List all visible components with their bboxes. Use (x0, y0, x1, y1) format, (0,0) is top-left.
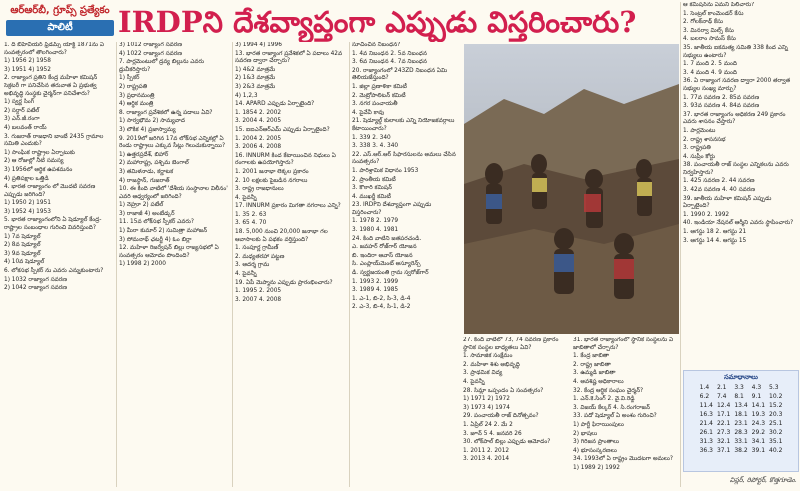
question-line: 1. ఏప్రిల్ 24 2. మే 2 (463, 421, 513, 428)
question-line: 1. ది బిహేవియర్ ఫ్రీడమ్స్ యాక్ట్ 1871ను ఏ సంవత్సరంలో తొలగించారు? (4, 42, 104, 56)
question-line: 16. INNURM కింద కేటాయించిన నిధులు ఏ రంగాలకు ఉపయోగిస్తారు? (235, 152, 336, 167)
question-line: 9. 2019లో జరిగిన 17వ లోక్‌సభ ఎన్నికల్లో ఏ రెండు రాష్ట్రాలు ఎక్కువ సీట్లు గెలుచుకున్నాయి? (119, 135, 226, 150)
question-line: డి. స్వర్ణజయంతి గ్రామ స్వరోజ్‌గార్ (352, 270, 429, 277)
question-line: 20. రాజ్యాంగంలో 243ZD నిబంధన ఏమి తెలియజేస్తుంది? (352, 67, 448, 82)
answer-cell: 28.3 (734, 429, 748, 436)
question-line: 11. 15వ లోక్‌సభ స్పీకర్ ఎవరు? (119, 219, 194, 226)
question-line: 1. సెంట్రల్ కాంమెండర్ కేసు (683, 10, 744, 17)
answer-cell: 10.2 (769, 393, 783, 400)
question-line: 3) ప్రధానమంత్రి (119, 92, 155, 99)
question-line: 3) రాజాజీ 4) అంబేడ్కర్ (119, 210, 175, 217)
question-column-2 (119, 42, 231, 487)
question-line: 1) నెహ్రూ 2) పటేల్ (119, 202, 164, 209)
question-line: 37. భారత రాజ్యాంగం అధికరణ 249 ప్రకారం ఎవరు శాసనం చేస్తారు? (683, 111, 786, 126)
answer-cell: 24.3 (751, 420, 766, 427)
column-rule (349, 42, 350, 487)
question-line: 1. 77వ సవరణ 2. 85వ సవరణ (683, 94, 760, 101)
question-line: 2. రాష్ట్ర శాసనసభ (683, 136, 726, 143)
question-line: 17. INNURM ప్రకారం మిగతా నగరాలు ఎన్ని? (235, 203, 341, 210)
question-line: 3. ఆదర్శ గ్రామ (235, 262, 270, 269)
question-line: 27. కింది వాటిలో 73, 74 సవరణ ప్రకారం స్థానిక సంస్థల బాధ్యతలు ఏవి? (463, 337, 559, 351)
question-line: 22. ఎస్.ఆర్.ఆర్ సిఫారసులను అమలు చేసిన సంవత్సరం? (352, 151, 456, 166)
question-line: 1) 1956 2) 1958 (4, 58, 51, 65)
answer-cell: 25.1 (769, 420, 783, 427)
answer-key (683, 370, 799, 472)
question-line: 3) 1951 4) 1952 (4, 66, 51, 73)
question-line: 3. 4 మంది 4. 9 మంది (683, 69, 737, 76)
question-column-6 (573, 337, 679, 487)
question-line: 1) 7వ షెడ్యూల్ (4, 233, 41, 240)
question-line: 2. ప్రాంతీయ కమిటీ (352, 176, 396, 183)
question-line: 2) 8వ షెడ్యూల్ (4, 242, 41, 249)
question-line: 4. పైవన్నీ (463, 378, 485, 385)
question-line: 1. కేంద్ర జాబితా (573, 353, 610, 360)
answer-cell: 12.4 (716, 402, 731, 409)
question-line: ఎ. జవహర్ రోజ్‌గార్ యోజన (352, 244, 417, 251)
question-line: 2. మెట్రోపాలిటన్ కమిటీ (352, 92, 406, 99)
question-column-7 (683, 2, 797, 368)
answer-cell: 30.2 (769, 429, 783, 436)
question-line: 4. పైవన్నీ (235, 271, 257, 278)
question-line: 3) 1973 4) 1974 (463, 404, 510, 411)
answer-cell: 3.3 (734, 384, 744, 391)
answer-key-title: సమాధానాలు (724, 373, 758, 381)
question-line: 30. లోక్‌పాల్ బిల్లు ఎప్పుడు ఆమోదం? (463, 439, 551, 446)
question-line: 2) ఆ రోజుల్లో నీటి సమస్య (4, 158, 64, 165)
question-line: 4. బలరాం సామస్ కేసు (683, 36, 736, 43)
question-line: 24. కింది వాటిని జతపరచండి. (352, 235, 422, 242)
question-line: 40. ఇండియా నేషనల్ ఆర్మీని ఎవరు స్థాపించారు? (683, 220, 794, 227)
answer-table (698, 383, 785, 455)
answer-cell: 16.3 (699, 411, 713, 418)
question-line: 3. ప్రాథమిక విద్య (463, 370, 503, 377)
question-line: 1) పార్టీ ఫిరాయింపులు (573, 421, 624, 428)
answer-cell: 40.2 (769, 447, 783, 454)
answer-cell: 27.3 (716, 429, 731, 436)
question-line: 3. ఆగస్టు 14 4. ఆగస్టు 15 (683, 237, 747, 244)
question-line: 1) 1950 2) 1951 (4, 200, 51, 207)
question-line: 3) గిరిజన ప్రాంతాలు (573, 439, 620, 446)
question-line: 18. 5,000 నుంచి 20,000 జనాభా గల ఆవాసాలకు ఏ పథకం వర్తిస్తుంది? (235, 229, 328, 243)
answer-cell: 36.3 (699, 447, 713, 454)
question-line: 4) 10వ షెడ్యూల్ (4, 259, 45, 266)
question-line: 7. పార్లమెంటులో ద్రవ్య బిల్లును ఎవరు ధ్రువీకరిస్తారు? (119, 59, 204, 73)
question-line: 32. కేంద్ర ఆర్థిక సంఘం చైర్మన్? (573, 387, 644, 394)
question-line: 1. 2004 2. 2005 (235, 135, 282, 142)
question-line: 3) 1952 4) 1953 (4, 208, 51, 215)
answer-cell: 11.4 (699, 402, 713, 409)
question-line: 39. జాతీయ మహిళా కమిషన్ ఎప్పుడు ఏర్పాటైంది? (683, 195, 772, 210)
question-line: 3. 1989 4. 1985 (352, 287, 399, 294)
rural-workers-photo (464, 44, 679, 334)
question-line: 3. రాష్ట్ర రాజధానులు (235, 186, 284, 193)
question-line: 3) 1994 4) 1996 (235, 42, 282, 48)
question-line: 3) లౌకిక 4) ప్రజాస్వామ్య (119, 126, 176, 133)
question-line: 1) 1032 రాజ్యాంగ సవరణ (4, 276, 67, 283)
question-line: 1. సామాజిక సంక్షేమం (463, 353, 513, 360)
question-line: 3) 1012 రాజ్యాంగ సవరణ (119, 42, 182, 48)
question-line: 1. 1990 2. 1992 (683, 211, 730, 218)
question-line: 1) 1971 2) 1972 (463, 396, 510, 403)
section-tag: పాలిటీ (6, 20, 114, 36)
answer-cell: 4.3 (751, 384, 762, 391)
question-line: 36. ఏ రాజ్యాంగ సవరణ ద్వారా 2000 తర్వాత సభ్యుల సంఖ్య మార్పు? (683, 78, 791, 92)
answer-cell: 15.2 (769, 402, 783, 409)
question-line: 3. 2006 4. 2008 (235, 144, 282, 151)
question-line: 3. గుజరాత్ రాజధాని బాంబే 2435 గ్రామాల సమితి ఎందుకు? (4, 133, 104, 148)
question-line: సూచించిన నిబంధన? (352, 42, 401, 48)
question-column-5 (463, 337, 569, 487)
question-line: 12. మహిళా రిజర్వేషన్ బిల్లు రాజ్యసభలో ఏ సంవత్సరం ఆమోదం పొందింది? (119, 245, 219, 259)
answer-cell: 1.4 (699, 384, 710, 391)
question-line: 1. ఎన్.కె.సింగ్ 2. వై.వి.రెడ్డి (573, 396, 635, 403)
answer-row (698, 428, 785, 437)
answer-cell: 22.1 (716, 420, 731, 427)
question-line: 5. భారత రాజ్యాంగంలోని ఏ షెడ్యూల్ కేంద్ర-రాష్ట్రాల సంబంధాల గురించి వివరిస్తుంది? (4, 217, 102, 232)
answer-row (698, 392, 785, 401)
answer-row (698, 419, 785, 428)
answer-cell: 7.4 (716, 393, 727, 400)
question-line: 1. 4వ నిబంధన 2. 5వ నిబంధన (352, 50, 427, 57)
column-rule (116, 42, 117, 487)
question-line: 1) స్వర్ణ సింగ్ (4, 99, 35, 106)
question-line: 1. 2001 జనాభా లెక్కల ప్రకారం (235, 168, 309, 175)
question-line: 3. ఉమ్మడి జాబితా (573, 370, 616, 377)
question-line: 10. ఈ కింది వాటిలో 'దేశీయ సంస్థానాల విలీనం' ఎవరి ఆధ్వర్యంలో జరిగింది? (119, 186, 228, 200)
question-line: 38. పంచాయతీ రాజ్ సంస్థల ఎన్నికలను ఎవరు నిర్వహిస్తారు? (683, 162, 789, 176)
question-line: 31. భారత రాజ్యాంగంలో స్థానిక సంస్థలను ఏ జాబితాలో చేర్చారు? (573, 337, 674, 351)
question-line: ఆ కమిషన్‌ను ఏమని పిలిచారు? (683, 2, 755, 8)
question-line: 1. ఆగస్టు 18 2. ఆగస్టు 21 (683, 229, 747, 236)
question-line: 1. 35 2. 63 (235, 211, 267, 218)
question-line: 3. 2004 4. 2005 (235, 118, 282, 125)
column-rule (680, 2, 681, 487)
column-rule (232, 42, 233, 487)
question-line: 3) 9వ షెడ్యూల్ (4, 250, 41, 257)
question-line: 4. సుప్రీం కోర్టు (683, 153, 716, 160)
question-line: 34. 1993లో ఏ రాష్ట్రం మొదటగా అమలు? (573, 456, 673, 463)
question-line: 3. విజయ్ కేల్కర్ 4. సి.రంగరాజన్ (573, 404, 650, 411)
question-line: 1. 425 సవరణ 2. 44 సవరణ (683, 178, 755, 185)
question-line: 1. 7 మంది 2. 5 మంది (683, 61, 737, 68)
question-line: 3. నగర పంచాయతీ (352, 101, 398, 108)
answer-cell: 8.1 (734, 393, 744, 400)
question-line: 23. IRDPని దేశవ్యాప్తంగా ఎప్పుడు విస్తరించారు? (352, 202, 432, 216)
question-line: 1. 339 2. 340 (352, 134, 391, 141)
answer-cell: 29.2 (751, 429, 766, 436)
byline: విస్లర్, రిపోర్టర్, కొత్తగూడెం. (729, 476, 797, 484)
answer-cell: 20.3 (769, 411, 783, 418)
question-line: 1. జిల్లా ప్రణాళికా కమిటీ (352, 83, 407, 90)
question-line: బి. ఇందిరా ఆవాస్ యోజన (352, 252, 413, 259)
answer-cell: 26.1 (699, 429, 713, 436)
question-line: 4. పైవన్నీ (235, 194, 257, 201)
question-line: 2. మధ్యతరహా పట్టణ (235, 253, 285, 260)
question-line: 2) 1&3 మాత్రమే (235, 75, 276, 82)
question-line: 15. ఐఐఎన్‌ఆర్ఎమ్ ఎప్పుడు ఏర్పాటైంది? (235, 126, 330, 133)
question-line: 3. 42వ సవరణ 4. 40 సవరణ (683, 187, 755, 194)
question-column-1 (4, 42, 114, 487)
question-line: 4) బలవంత్ రాయ్ (4, 124, 47, 131)
answer-cell: 31.3 (699, 438, 713, 445)
question-line: 3) 1956లో ఆర్థిక ఉపశమనం (4, 166, 73, 173)
question-line: 1) 1989 2) 1992 (573, 464, 620, 471)
question-line: 1. పార్లమెంటు (683, 127, 716, 134)
question-line: 2. రాజ్యాంగ ప్రతిని కేంద్ర మహిళా కమిషన్ సెక్రటరీ గా పనిచేసిన తరువాత ఏ ప్రభుత్వ అభివృద్ధి సంస్థకు చైర్మన్‌గా పనిచేశారు? (4, 75, 98, 97)
question-column-4 (352, 42, 462, 487)
question-line: 2. రాష్ట్ర జాబితా (573, 361, 611, 368)
question-line: 2. ఎ-3, బి-4, సి-1, డి-2 (352, 304, 411, 311)
question-line: 2. గోలక్‌నాథ్ కేసు (683, 19, 723, 26)
question-line: 8. రాజ్యాంగ ప్రవేశికలో ఉన్న పదాలు ఏవి? (119, 109, 213, 116)
answer-cell: 38.2 (734, 447, 748, 454)
answer-row (698, 401, 785, 410)
question-line: 1. 1978 2. 1979 (352, 218, 399, 225)
question-line: 3. 2013 4. 2014 (463, 456, 510, 463)
answer-cell: 6.2 (699, 393, 710, 400)
question-line: 1. 1854 2. 2002 (235, 109, 282, 116)
answer-row (698, 437, 785, 446)
question-line: 4. పైవేవీ కావు (352, 109, 385, 116)
answer-cell: 34.1 (751, 438, 766, 445)
question-line: 2. మహిళా శిశు అభివృద్ధి (463, 361, 520, 368)
question-line: 1. 1995 2. 2005 (235, 288, 282, 295)
question-line: 4) ప్రతిపక్షాల ఒత్తిడి (4, 175, 49, 182)
answer-row (698, 446, 785, 455)
question-line: 19. ఏపీ మెప్మాను ఎప్పుడు ప్రారంభించారు? (235, 279, 333, 286)
question-line: సి. ఎంప్లాయ్‌మెంట్ అస్యూరెన్స్ (352, 261, 421, 268)
question-line: 14. APARD ఎప్పుడు ఏర్పాటైంది? (235, 101, 315, 108)
question-line: 21. షెడ్యూల్డ్ కులాలకు ఎన్ని నియోజకవర్గాలు కేటాయించారు? (352, 118, 455, 132)
question-line: 4) భూసంస్కరణలు (573, 447, 617, 454)
question-line: 1) మీరా కుమార్ 2) సుమిత్రా మహాజన్ (119, 228, 208, 235)
question-line: 4) 1,2,3 (235, 92, 258, 99)
question-line: 3. మినర్వా మిల్స్ కేసు (683, 27, 734, 34)
question-line: 3. కొఠారి కమిషన్ (352, 185, 392, 192)
answer-cell: 9.1 (751, 393, 762, 400)
question-line: 4. అవశిష్ట అధికారాలు (573, 378, 624, 385)
answer-cell: 35.1 (769, 438, 783, 445)
question-line: 35. జాతీయ ఐకమత్య సమితి 338 కింద ఎన్ని సభ్యులు ఉంటారు? (683, 44, 788, 59)
question-line: 3) ఎన్.జీ.రంగా (4, 116, 40, 123)
question-line: 3. 65 4. 70 (235, 220, 267, 227)
question-line: 13. భారత రాజ్యాంగ ప్రవేశికలో ఏ పదాలు 42వ సవరణ ద్వారా చేర్చారు? (235, 50, 343, 65)
question-line: 3. 2007 4. 2008 (235, 296, 282, 303)
question-line: 1) స్పీకర్ (119, 75, 140, 82)
question-line: 1. 2011 2. 2012 (463, 447, 510, 454)
answer-cell: 5.3 (769, 384, 779, 391)
question-line: 3. రాష్ట్రపతి (683, 145, 711, 152)
answer-cell: 18.1 (734, 411, 748, 418)
question-line: 1. ఎ-1, బి-2, సి-3, డి-4 (352, 295, 411, 302)
answer-row (698, 383, 785, 392)
question-line: 1. సంపూర్ణ గ్రామీణ్ (235, 245, 279, 252)
question-line: 33. పదో షెడ్యూల్ ఏ అంశం గురించి? (573, 413, 657, 420)
question-line: 1. 1993 2. 1999 (352, 278, 399, 285)
headline: IRDPని దేశవ్యాప్తంగా ఎప్పుడు విస్తరించారు? (118, 5, 637, 39)
question-line: 6. లోకసభ స్పీకర్ ను ఎవరు ఎన్నుకుంటారు? (4, 268, 104, 275)
question-line: 29. పంచాయతీ రాజ్ దినోత్సవం? (463, 413, 539, 420)
question-line: 1) సార్వభౌమ 2) సామ్యవాద (119, 118, 185, 125)
answer-cell: 2.1 (716, 384, 727, 391)
question-line: 1) 4&2 మాత్రమే (235, 66, 276, 73)
question-column-3 (235, 42, 348, 487)
question-line: 3. 6వ నిబంధన 4. 7వ నిబంధన (352, 59, 427, 66)
kicker: ఆర్‌ఆర్‌బీ, గ్రూప్స్ ప్రత్యేకం (10, 5, 110, 16)
question-line: 3) తమిళనాడు, కర్ణాటక (119, 168, 174, 175)
question-line: 3. 1980 4. 1981 (352, 227, 399, 234)
answer-cell: 17.1 (716, 411, 731, 418)
answer-cell: 39.1 (751, 447, 766, 454)
question-line: 3. జూన్ 5 4. జనవరి 26 (463, 430, 522, 437)
answer-cell: 37.1 (716, 447, 731, 454)
question-line: 3. 338 3. 4. 340 (352, 143, 399, 150)
question-line: 2) 1042 రాజ్యాంగ సవరణ (4, 285, 67, 292)
question-line: 2. 10 లక్షలకు పైబడిన నగరాలు (235, 177, 308, 184)
question-line: 2) మహారాష్ట్ర, పశ్చిమ బెంగాల్ (119, 160, 189, 167)
answer-cell: 19.3 (751, 411, 766, 418)
question-line: 4) రాజస్థాన్, గుజరాత్ (119, 177, 170, 184)
question-line: 4) 1022 రాజ్యాంగ సవరణ (119, 50, 182, 57)
answer-cell: 23.1 (734, 420, 748, 427)
answer-cell: 21.4 (699, 420, 713, 427)
question-line: 2) భాషలు (573, 430, 598, 437)
question-line: 4) ఆర్థిక మంత్రి (119, 101, 154, 108)
answer-cell: 32.1 (716, 438, 731, 445)
question-line: 1) సాంఘిక రాష్ట్రాల ఏర్పాటుకు (4, 149, 75, 156)
question-line: 1. పారిశ్రామిక విధానం 1953 (352, 167, 419, 174)
question-line: 4. ముఖర్జీ కమిటీ (352, 193, 391, 200)
question-line: 1) ఉత్తరప్రదేశ్, బిహార్ (119, 151, 169, 158)
question-line: 3) 2&3 మాత్రమే (235, 83, 276, 90)
question-line: 4. భారత రాజ్యాంగం లో మొదటి సవరణ ఎప్పుడు జరిగింది? (4, 184, 96, 198)
question-line: 2) సర్దార్ పటేల్ (4, 107, 40, 114)
answer-cell: 13.4 (734, 402, 748, 409)
question-line: 2) రాష్ట్రపతి (119, 83, 148, 90)
answer-row (698, 410, 785, 419)
question-line: 1) 1998 2) 2000 (119, 261, 166, 268)
question-line: 3) సోమనాథ్ ఛటర్జీ 4) ఓం బిర్లా (119, 236, 192, 243)
answer-cell: 33.1 (734, 438, 748, 445)
answer-cell: 14.1 (751, 402, 766, 409)
question-line: 28. సిమ్లా ఒప్పందం ఏ సంవత్సరం? (463, 387, 544, 394)
question-line: 3. 93వ సవరణ 4. 84వ సవరణ (683, 103, 760, 110)
